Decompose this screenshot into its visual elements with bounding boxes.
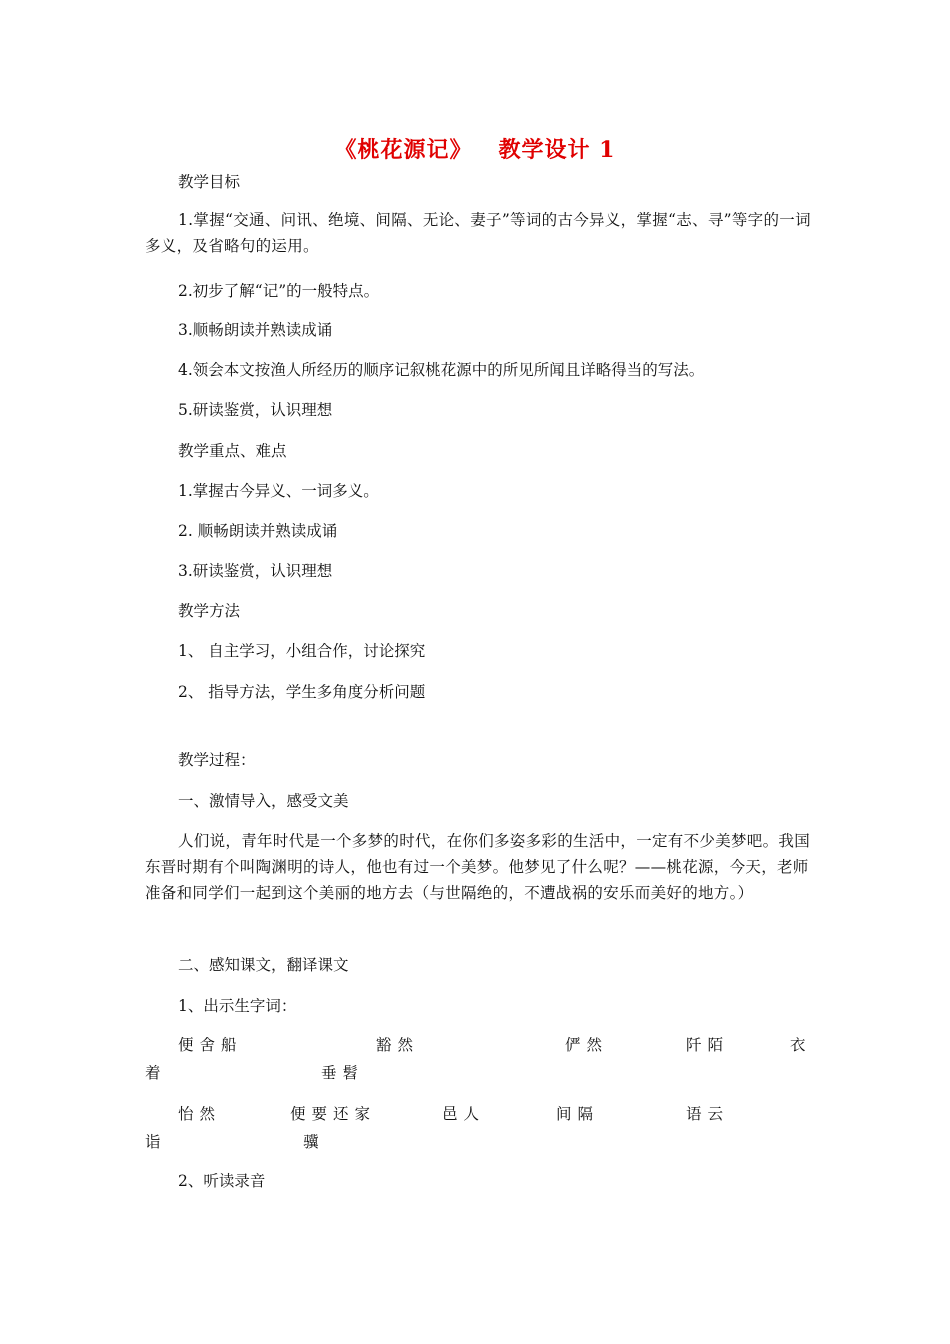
objectives-heading: 教学目标 [178,173,241,191]
objective-3: 3.顺畅朗读并熟读成诵 [178,321,333,339]
step-1-heading: 一、激情导入，感受文美 [178,792,349,810]
vocab-word: 俨然 [565,1036,609,1054]
vocab-word: 怡然 [178,1105,222,1123]
vocab-word: 诣 [145,1133,167,1151]
key-points-heading: 教学重点、难点 [178,442,287,460]
method-2: 2、 指导方法，学生多角度分析问题 [178,683,426,701]
methods-heading: 教学方法 [178,602,241,620]
process-heading: 教学过程： [178,751,256,769]
vocab-word: 语云 [686,1105,730,1123]
vocab-word: 着 [145,1064,167,1082]
document-title: 《桃花源记》 教学设计 1 [334,137,616,163]
vocab-word: 豁然 [376,1036,420,1054]
step-2-heading: 二、感知课文，翻译课文 [178,956,349,974]
vocab-word: 邑人 [442,1105,486,1123]
method-1: 1、 自主学习，小组合作，讨论探究 [178,642,426,660]
key-point-2: 2. 顺畅朗读并熟读成诵 [178,522,338,540]
objective-1: 1.掌握“交通、问讯、绝境、间隔、无论、妻子”等词的古今异义，掌握“志、寻”等字的一词多义，及省略句的运用。 [145,211,811,255]
vocab-word: 阡陌 [686,1036,730,1054]
key-point-3: 3.研读鉴赏，认识理想 [178,562,333,580]
vocab-word: 骥 [303,1133,325,1151]
objective-5: 5.研读鉴赏，认识理想 [178,401,333,419]
vocab-word: 便要还家 [290,1105,377,1123]
vocab-word: 间隔 [556,1105,600,1123]
objective-2: 2.初步了解“记”的一般特点。 [178,282,380,300]
key-point-1: 1.掌握古今异义、一词多义。 [178,482,379,500]
step-1-text: 人们说，青年时代是一个多梦的时代，在你们多姿多彩的生活中，一定有不少美梦吧。我国东晋时期有个叫陶渊明的诗人，他也有过一个美梦。他梦见了什么呢？——桃花源，今天，老师准备和同学们一起到这个美丽的地方去（与世隔绝的，不遭战祸的安乐而美好的地方。） [145,832,811,902]
vocab-word: 便舍船 [178,1036,243,1054]
objective-4: 4.领会本文按渔人所经历的顺序记叙桃花源中的所见所闻且详略得当的写法。 [178,361,705,379]
vocab-word: 垂髫 [321,1064,365,1082]
step-2-sub-1: 1、出示生字词： [178,997,297,1015]
step-2-sub-2: 2、听读录音 [178,1172,266,1190]
vocab-word: 衣 [790,1036,812,1054]
